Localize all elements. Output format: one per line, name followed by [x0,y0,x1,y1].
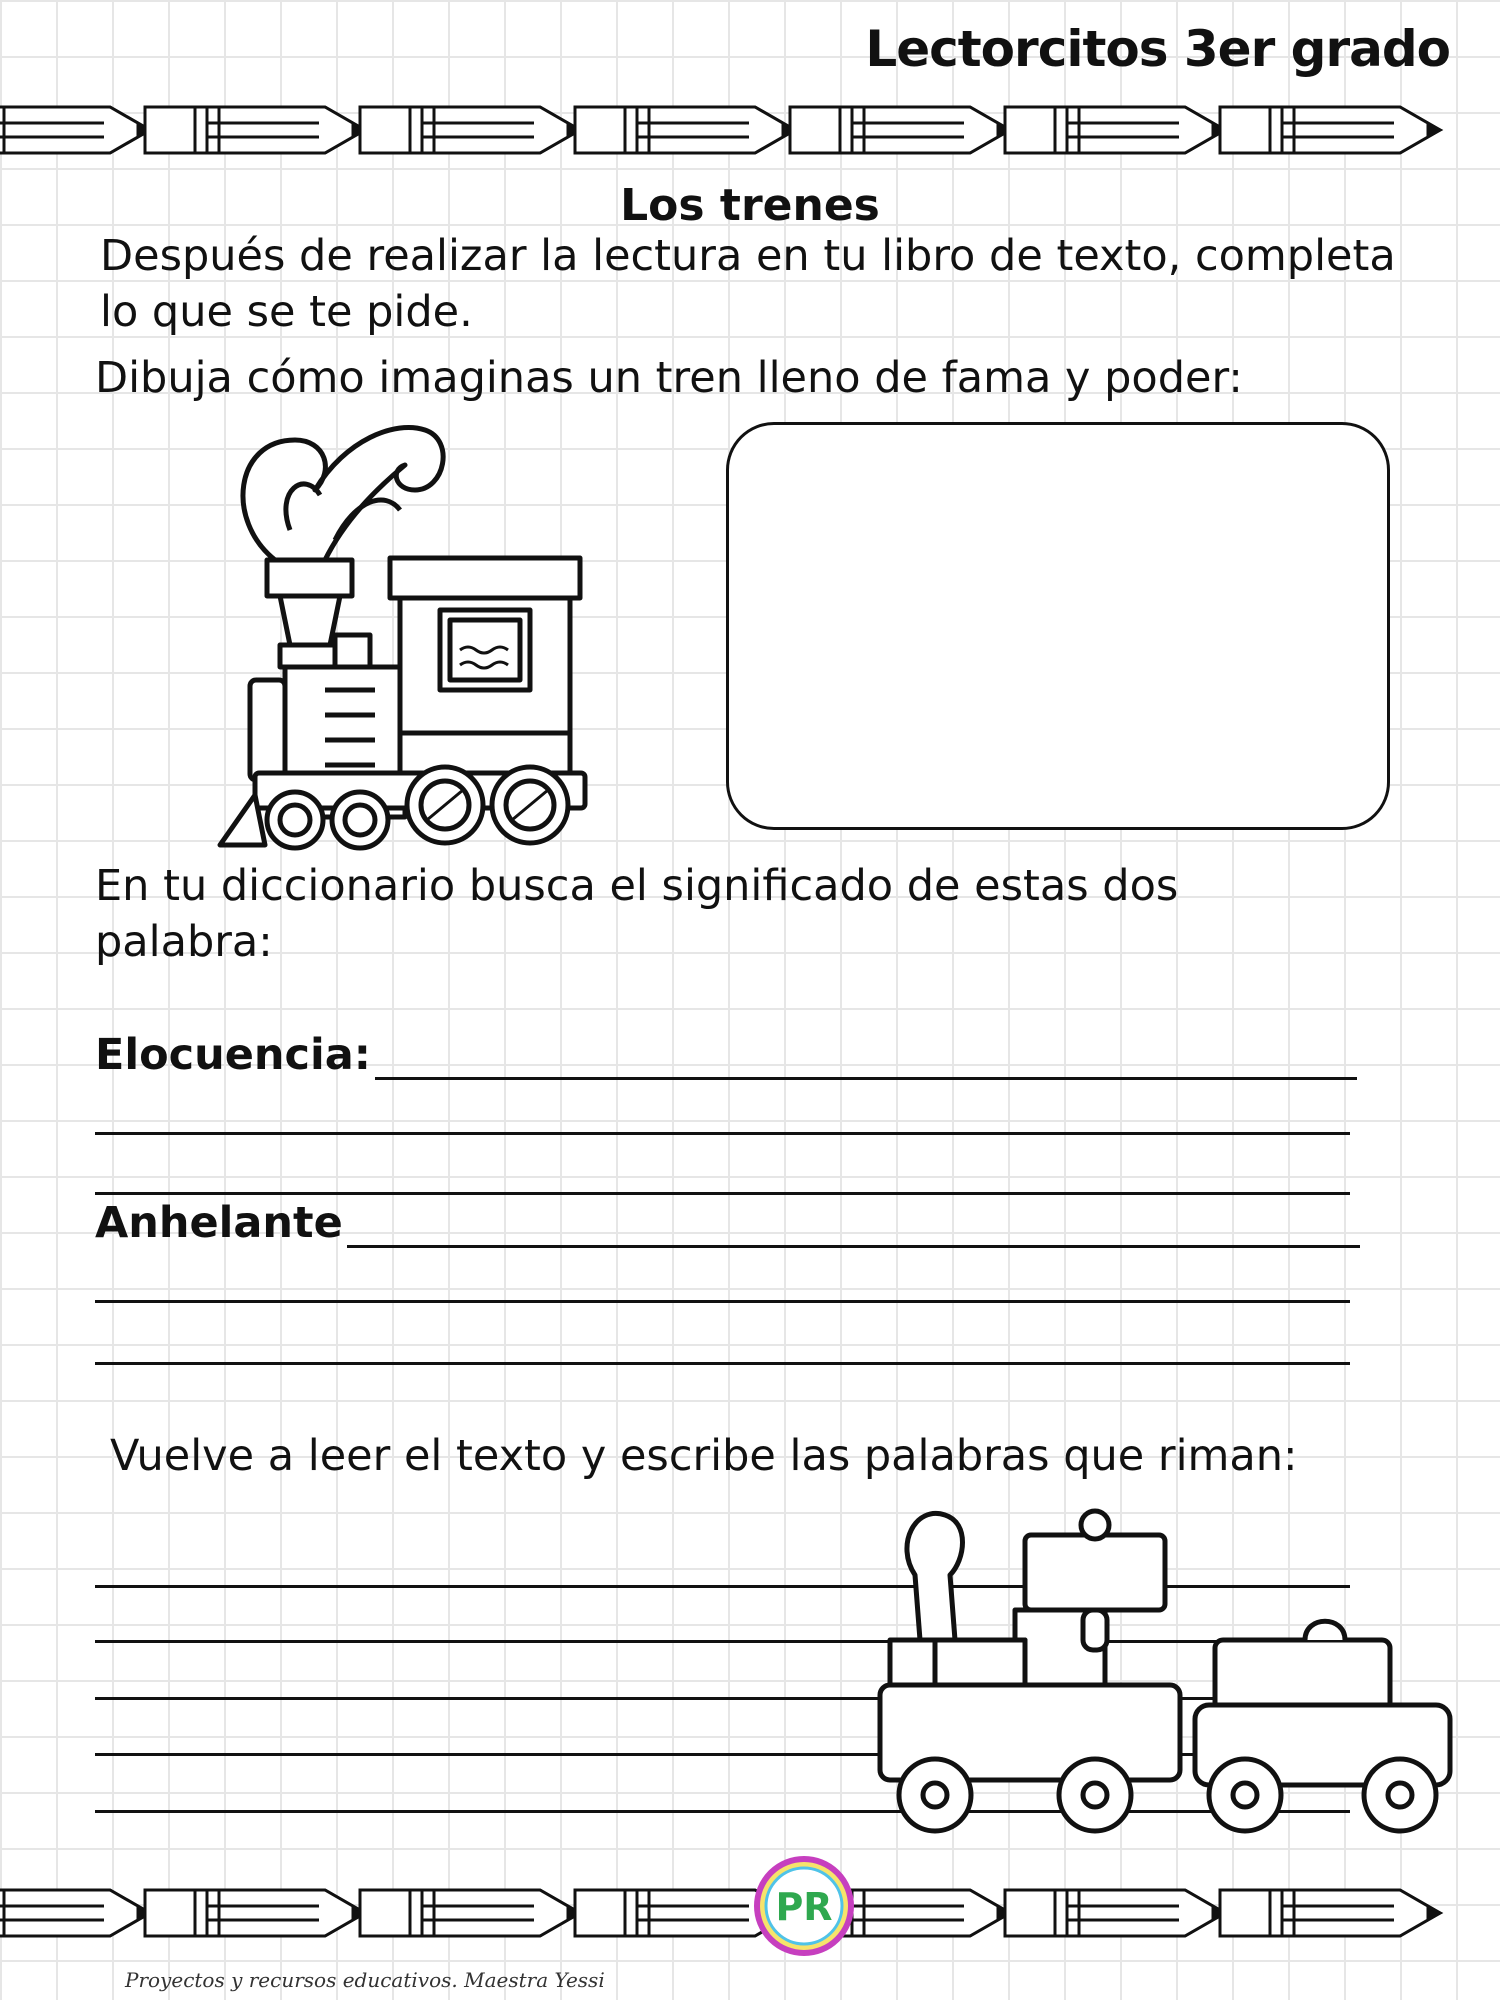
page-title: Los trenes [620,180,880,231]
dictionary-prompt: En tu diccionario busca el significado de estas dos palabra: [95,861,1179,967]
rhyme-prompt: Vuelve a leer el texto y escribe las palabras que riman: [110,1431,1298,1481]
answer-line[interactable] [375,1037,1357,1080]
drawing-box[interactable] [726,422,1390,830]
answer-line[interactable] [95,1362,1350,1365]
pencil-border-bottom-icon [0,1878,1500,1948]
steam-locomotive-icon [215,400,590,860]
logo-text: PR [775,1885,833,1929]
answer-line[interactable] [347,1205,1360,1248]
answer-line[interactable] [95,1192,1350,1195]
pr-logo-icon [754,1856,854,1956]
pencil-border-top-icon [0,95,1500,165]
instructions-text: Después de realizar la lectura en tu libro de texto, completa lo que se te pide. [100,231,1396,337]
word-label-elocuencia: Elocuencia: [95,1030,371,1080]
definition-line-anhelante[interactable] [95,1198,1360,1248]
footer-credit: Proyectos y recursos educativos. Maestra Yessi [125,1968,605,1992]
draw-prompt: Dibuja cómo imaginas un tren lleno de fama y poder: [95,353,1243,403]
toy-train-icon [875,1505,1455,1825]
grade-label: Lectorcitos 3er grado [865,20,1450,78]
definition-line-elocuencia[interactable] [95,1030,1357,1080]
answer-line[interactable] [95,1300,1350,1303]
word-label-anhelante: Anhelante [95,1198,343,1248]
answer-line[interactable] [95,1132,1350,1135]
